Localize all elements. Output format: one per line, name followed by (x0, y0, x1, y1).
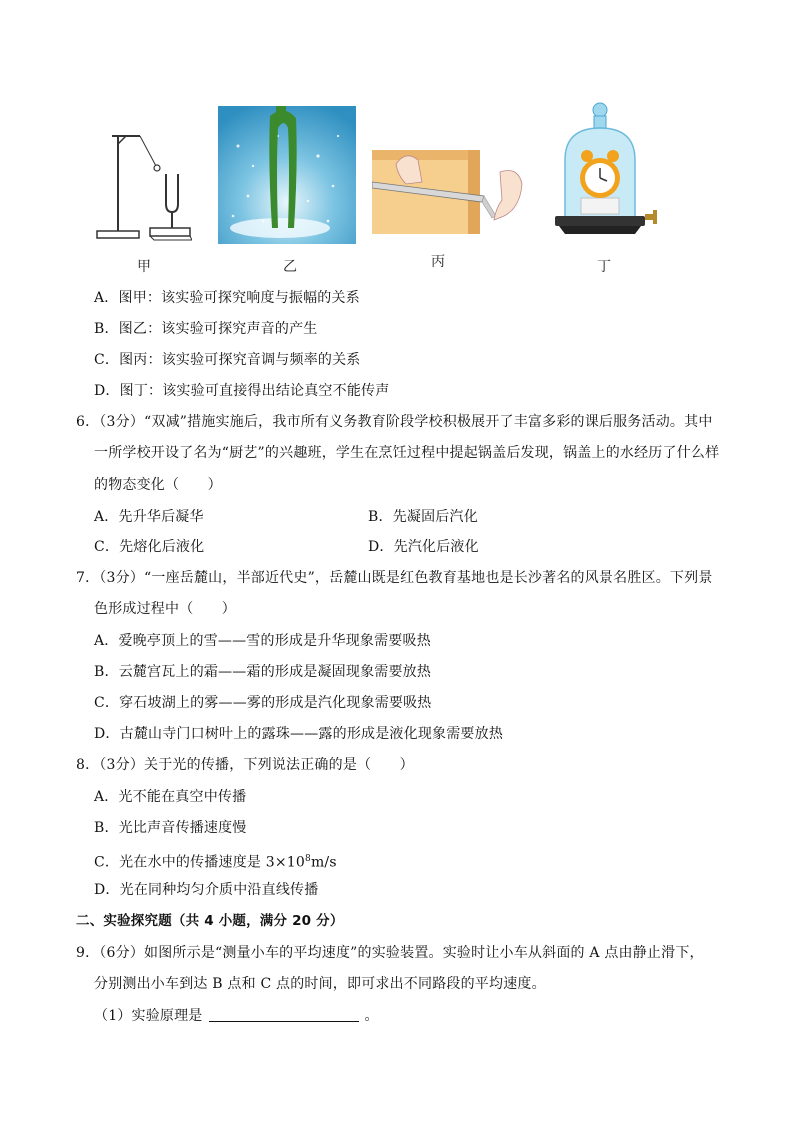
q9-sub1-prefix: （1）实验原理是 (94, 1008, 203, 1024)
q9-stem-line2: 分别测出小车到达 B 点和 C 点的时间，即可求出不同路段的平均速度。 (94, 976, 546, 992)
q9-stem-line1: 9．（6分）如图所示是“测量小车的平均速度”的实验装置。实验时让小车从斜面的 A 点由静止滑下， (76, 945, 704, 961)
q7-option-a: A．爱晚亭顶上的雪——雪的形成是升华现象需要吸热 (94, 633, 431, 649)
q8-option-c-exponent: 8 (305, 854, 311, 864)
q5-option-b: B．图乙：该实验可探究声音的产生 (94, 321, 318, 337)
q8-option-b: B．光比声音传播速度慢 (94, 820, 247, 836)
q6-stem-line1: 6．（3分）“双减”措施实施后，我市所有义务教育阶段学校积极展开了丰富多彩的课后服务活动。其中 (76, 414, 713, 430)
section-2-heading: 二、实验探究题（共 4 小题，满分 20 分） (76, 913, 344, 929)
q5-option-c: C．图丙：该实验可探究音调与频率的关系 (94, 352, 361, 368)
figure-caption-ding: 丁 (597, 259, 611, 275)
figure-caption-yi: 乙 (283, 259, 297, 275)
q6-option-d: D．先汽化后液化 (368, 539, 479, 555)
q5-option-a: A．图甲：该实验可探究响度与振幅的关系 (94, 290, 360, 306)
q7-stem-line2: 色形成过程中（ ） (94, 601, 236, 617)
q7-option-b: B．云麓宫瓦上的霜——霜的形成是凝固现象需要放热 (94, 664, 432, 680)
figure-ding-bell-jar-clock-illustration (553, 102, 663, 248)
q7-stem-line1: 7．（3分）“一座岳麓山，半部近代史”，岳麓山既是红色教育基地也是长沙著名的风景名胜区。下列景 (76, 570, 713, 586)
q7-option-c: C．穿石坡湖上的雾——雾的形成是汽化现象需要吸热 (94, 695, 432, 711)
q6-stem-line2: 一所学校开设了名为“厨艺”的兴趣班，学生在烹饪过程中提起锅盖后发现，锅盖上的水经历了什么样 (94, 445, 720, 461)
q8-stem: 8．（3分）关于光的传播，下列说法正确的是（ ） (76, 757, 414, 773)
figure-yi-water-splash-photo (218, 106, 356, 244)
q7-option-d: D．古麓山寺门口树叶上的露珠——露的形成是液化现象需要放热 (94, 726, 504, 742)
q8-option-c-prefix: C．光在水中的传播速度是 3×10 (94, 854, 306, 871)
figure-caption-bing: 丙 (431, 254, 445, 270)
figure-bing-ruler-on-table-illustration (372, 136, 530, 236)
q9-sub1 (94, 1006, 379, 1026)
q9-sub1-suffix: 。 (364, 1008, 379, 1024)
figure-caption-jia: 甲 (137, 259, 151, 275)
figure-jia-tuning-fork-illustration (92, 128, 192, 246)
q6-option-c: C．先熔化后液化 (94, 539, 205, 555)
q9-sub1-answer-blank[interactable] (209, 1007, 359, 1022)
q6-option-a: A．先升华后凝华 (94, 509, 204, 525)
q6-option-b: B．先凝固后汽化 (368, 509, 478, 525)
q6-stem-line3: 的物态变化（ ） (94, 477, 222, 493)
q8-option-c-unit: m/s (310, 854, 337, 871)
q5-option-d: D．图丁：该实验可直接得出结论真空不能传声 (94, 383, 390, 399)
q8-option-a: A．光不能在真空中传播 (94, 789, 247, 805)
q8-option-c (94, 849, 337, 873)
q8-option-d: D．光在同种均匀介质中沿直线传播 (94, 882, 319, 898)
